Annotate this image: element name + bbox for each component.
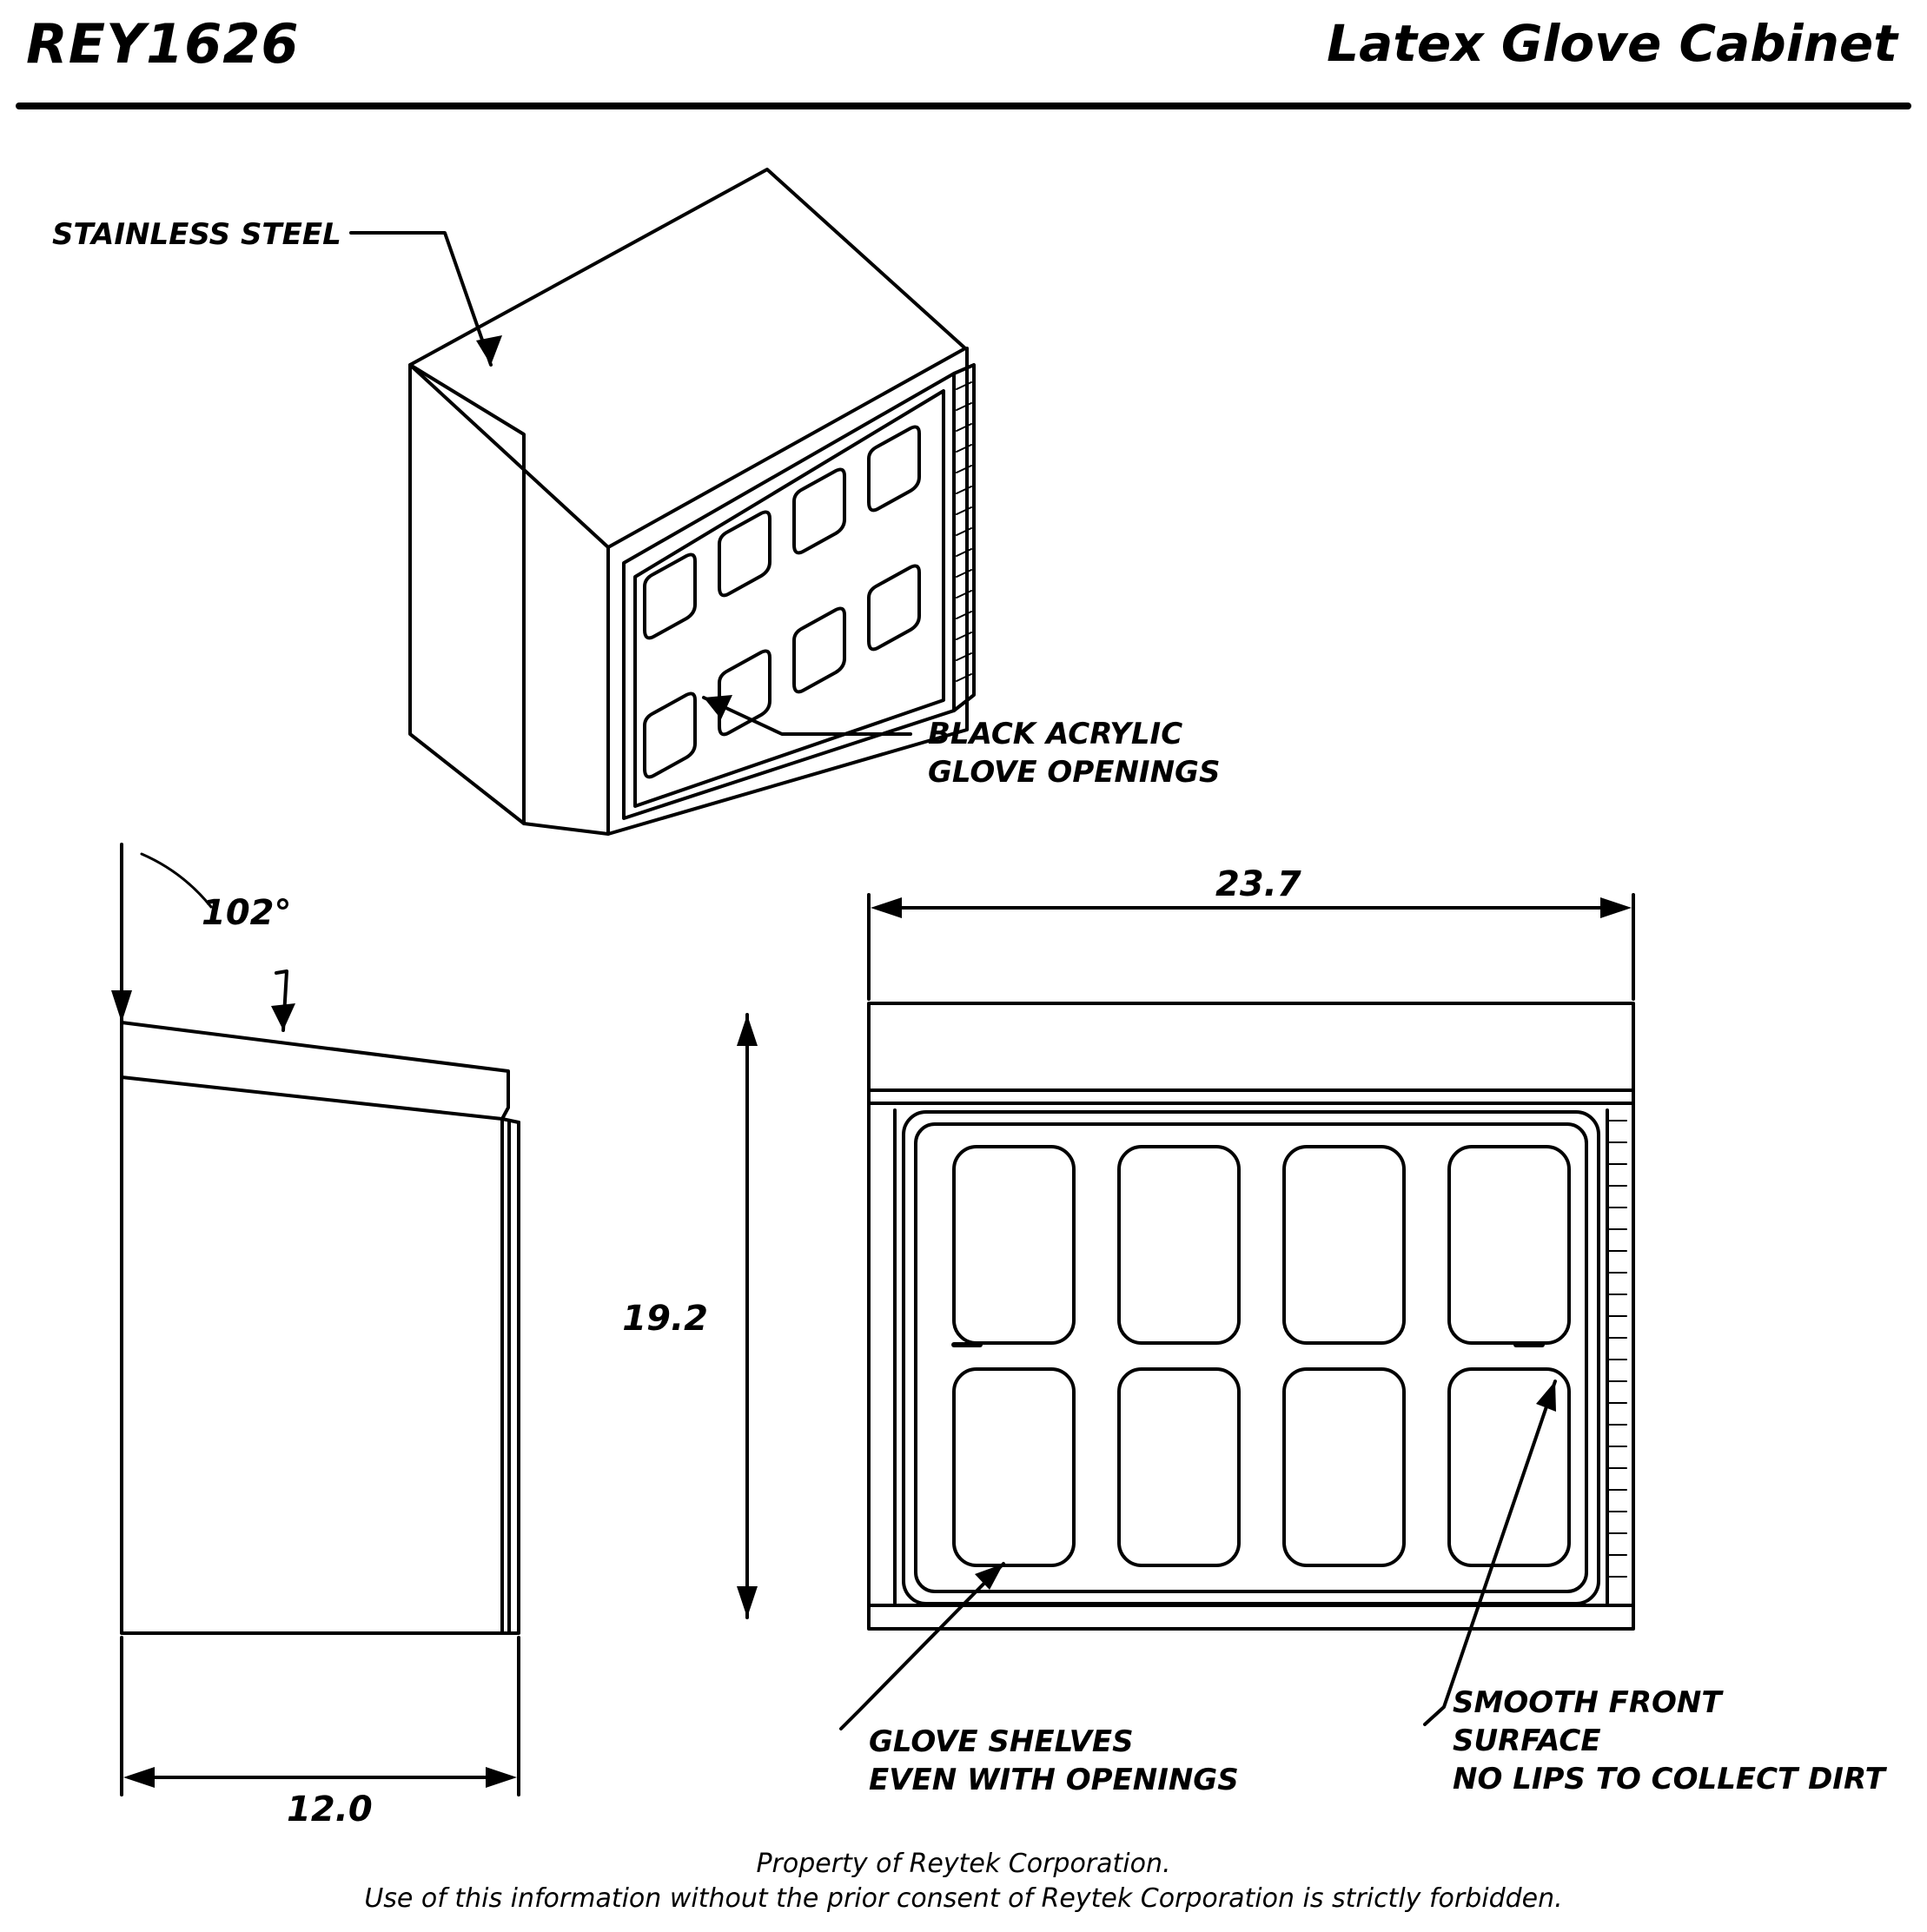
label-smooth-front-line1: SMOOTH FRONT bbox=[1453, 1685, 1722, 1720]
label-black-acrylic-line1: BLACK ACRYLIC bbox=[928, 717, 1183, 751]
label-smooth-front-line3: NO LIPS TO COLLECT DIRT bbox=[1453, 1762, 1885, 1796]
footer-line-1: Property of Reytek Corporation. bbox=[756, 1849, 1171, 1879]
page-title: Latex Glove Cabinet bbox=[1327, 14, 1897, 73]
label-glove-shelves-line2: EVEN WITH OPENINGS bbox=[869, 1763, 1239, 1797]
dim-height-text: 19.2 bbox=[622, 1299, 708, 1339]
label-glove-shelves-line1: GLOVE SHELVES bbox=[869, 1724, 1134, 1759]
footer-notice bbox=[0, 1847, 1927, 1916]
dim-height bbox=[737, 1015, 758, 1618]
dim-depth bbox=[122, 1638, 519, 1795]
dim-depth-text: 12.0 bbox=[287, 1790, 373, 1829]
leader-stainless-steel bbox=[351, 233, 502, 365]
label-stainless-steel: STAINLESS STEEL bbox=[52, 217, 341, 252]
side-view bbox=[122, 1022, 519, 1633]
front-view bbox=[869, 1003, 1633, 1629]
dim-width-text: 23.7 bbox=[1215, 864, 1301, 904]
dim-angle-text: 102° bbox=[202, 893, 292, 933]
dim-angle bbox=[111, 844, 295, 1030]
label-smooth-front-line2: SURFACE bbox=[1453, 1724, 1601, 1758]
dim-width bbox=[869, 895, 1633, 999]
footer-line-2: Use of this information without the prior consent of Reytek Corporation is strictly forbidden. bbox=[364, 1883, 1563, 1914]
leader-smooth-front bbox=[1425, 1381, 1556, 1724]
label-black-acrylic-line2: GLOVE OPENINGS bbox=[928, 755, 1221, 790]
part-number-title: REY1626 bbox=[26, 12, 300, 76]
